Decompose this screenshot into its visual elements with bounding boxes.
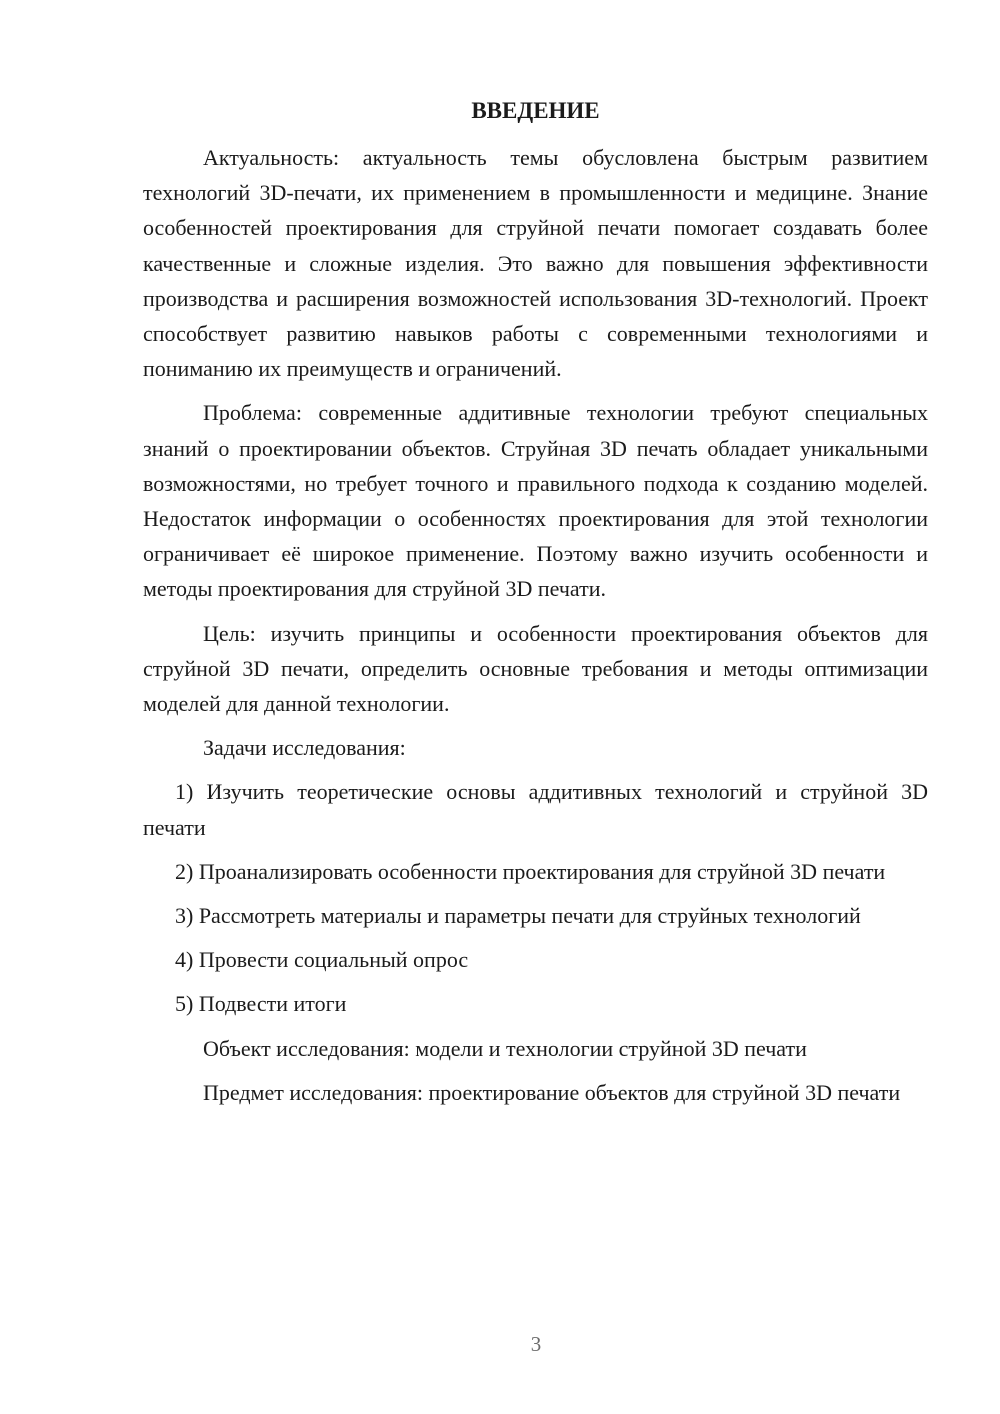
tasks-title: Задачи исследования: xyxy=(203,735,406,761)
list-item: 5) Подвести итоги xyxy=(175,991,347,1017)
page-title: ВВЕДЕНИЕ xyxy=(471,98,600,123)
list-item: 2) Проанализировать особенности проектирования для струйной 3D печати xyxy=(175,858,886,884)
paragraph-subject: Предмет исследования: проектирование объектов для струйной 3D печати xyxy=(203,1079,901,1105)
list-item: 3) Рассмотреть материалы и параметры печати для струйных технологий xyxy=(175,903,861,929)
paragraph-relevance: Актуальность: актуальность темы обусловлена быстрым развитием технологий 3D-печати, их применением в промышленности и медицине. Знание особенностей проектирования для струйной печати помогает создавать более качественные и сложные изделия. Это важно для повышения эффективности производства и расширения возможностей использования 3D-технологий. Проект способствует развитию навыков работы с современными технологиями и пониманию их преимуществ и ограничений. xyxy=(143,145,928,382)
paragraph-goal: Цель: изучить принципы и особенности проектирования объектов для струйной 3D печати, определить основные требования и методы оптимизации моделей для данной технологии. xyxy=(143,620,928,717)
document-page xyxy=(143,94,928,1110)
paragraph-problem: Проблема: современные аддитивные технологии требуют специальных знаний о проектировании объектов. Струйная 3D печать обладает уникальными возможностями, но требует точного и правильного подхода к созданию моделей. Недостаток информации о особенностях проектирования для этой технологии ограничивает её широкое применение. Поэтому важно изучить особенности и методы проектирования для струйной 3D печати. xyxy=(143,400,928,602)
list-item: 4) Провести социальный опрос xyxy=(175,947,469,973)
list-item: 1) Изучить теоретические основы аддитивных технологий и струйной 3D печати xyxy=(143,779,928,840)
paragraph-object: Объект исследования: модели и технологии струйной 3D печати xyxy=(203,1035,807,1061)
page-number: 3 xyxy=(530,1332,542,1356)
